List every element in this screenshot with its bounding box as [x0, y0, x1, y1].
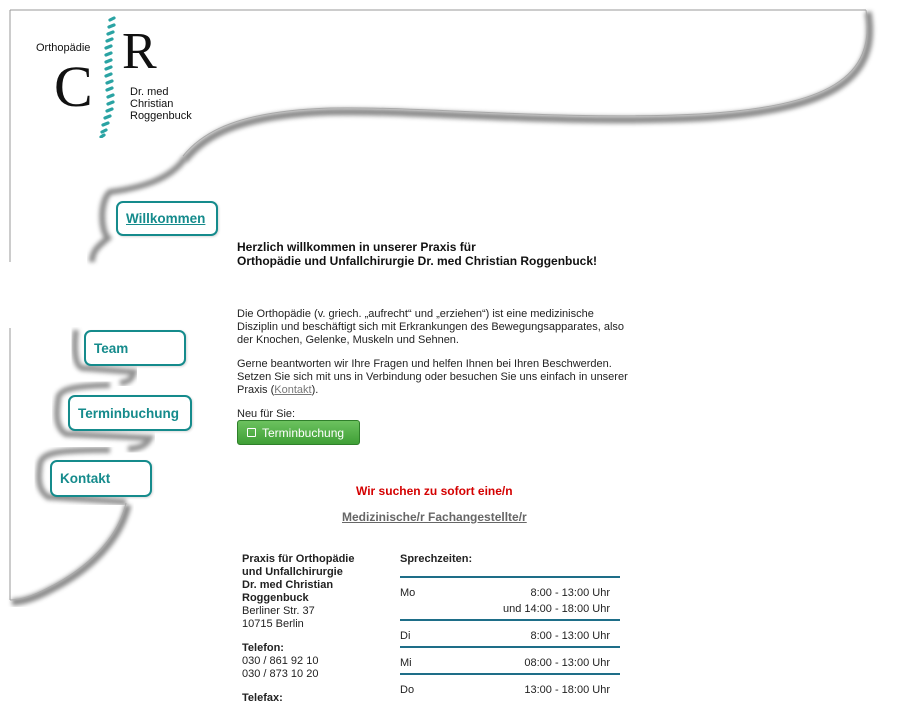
address-line4: Roggenbuck [242, 592, 309, 604]
kontakt-link[interactable]: Kontakt [274, 384, 312, 396]
nav-item-label: Terminbuchung [78, 405, 179, 421]
logo-line1: Dr. med [130, 86, 169, 98]
intro-paragraph: Die Orthopädie (v. griech. „aufrecht“ und „erziehen“) ist eine medizinische Disziplin und beschäftigt sich mit Erkrankungen des Bewegungsapparates, also der Knochen, Gelenke, Muskeln und Sehnen. [237, 308, 625, 346]
new-for-you-label: Neu für Sie: [237, 408, 296, 420]
contact-paragraph [237, 358, 637, 397]
hours-day: Mi [400, 657, 412, 669]
hours-row-mi [400, 657, 620, 670]
nav-item-label: Kontakt [60, 471, 111, 486]
logo-orthopaedie: Orthopädie [36, 42, 91, 54]
hours-row-mo-2 [400, 603, 620, 616]
hours-time: 8:00 - 13:00 Uhr [530, 587, 610, 599]
practice-address [242, 553, 392, 705]
calendar-check-icon [247, 428, 256, 437]
logo-letter-c: C [54, 54, 93, 119]
hours-time: 13:00 - 18:00 Uhr [524, 684, 610, 696]
phone-number-1: 030 / 861 92 10 [242, 655, 319, 667]
phone-number-2: 030 / 873 10 20 [242, 668, 319, 680]
welcome-line1: Herzlich willkommen in unserer Praxis für [237, 240, 476, 254]
spine-icon [96, 14, 122, 138]
hours-row-do [400, 684, 620, 697]
hours-divider [400, 673, 620, 675]
hours-divider [400, 576, 620, 578]
nav-item-team[interactable] [84, 330, 186, 366]
address-city: 10715 Berlin [242, 618, 304, 630]
terminbuchung-button-label: Terminbuchung [262, 425, 345, 440]
address-line2: und Unfallchirurgie [242, 566, 343, 578]
nav-item-label: Willkommen [126, 211, 206, 226]
contact-text: Gerne beantworten wir Ihre Fragen und helfen Ihnen bei Ihren Beschwerden. Setzen Sie sich mit uns in Verbindung oder besuchen Sie uns einfach in unserer Praxis ( [237, 358, 628, 396]
hours-time: und 14:00 - 18:00 Uhr [502, 603, 610, 615]
address-line1: Praxis für Orthopädie [242, 553, 355, 565]
welcome-line2: Orthopädie und Unfallchirurgie Dr. med Christian Roggenbuck! [237, 254, 598, 268]
phone-label: Telefon: [242, 642, 284, 654]
hours-day: Di [400, 630, 411, 642]
contact-text-end: ). [311, 384, 319, 396]
logo-line2: Christian [130, 98, 174, 110]
main-content [237, 240, 637, 421]
address-street: Berliner Str. 37 [242, 605, 315, 617]
hours-title: Sprechzeiten: [400, 553, 473, 565]
terminbuchung-button[interactable] [237, 420, 360, 445]
hours-day: Do [400, 684, 415, 696]
job-heading: Wir suchen zu sofort eine/n [356, 484, 513, 498]
nav-item-label: Team [94, 340, 129, 356]
hours-time: 08:00 - 13:00 Uhr [524, 657, 610, 669]
logo-letter-r: R [122, 23, 157, 80]
welcome-heading [237, 240, 637, 268]
fax-label: Telefax: [242, 692, 283, 704]
hours-day: Mo [400, 587, 416, 599]
office-hours [400, 553, 620, 697]
hours-time: 8:00 - 13:00 Uhr [530, 630, 610, 642]
hours-divider [400, 646, 620, 648]
hours-row-di [400, 630, 620, 643]
logo-line3: Roggenbuck [130, 110, 192, 122]
nav-item-kontakt[interactable] [50, 460, 152, 497]
hours-row-mo [400, 587, 620, 600]
nav-item-terminbuchung[interactable] [68, 395, 192, 431]
address-line3: Dr. med Christian [242, 579, 334, 591]
hours-divider [400, 619, 620, 621]
job-link[interactable]: Medizinische/r Fachangestellte/r [342, 510, 527, 524]
nav-item-willkommen[interactable] [116, 201, 218, 236]
